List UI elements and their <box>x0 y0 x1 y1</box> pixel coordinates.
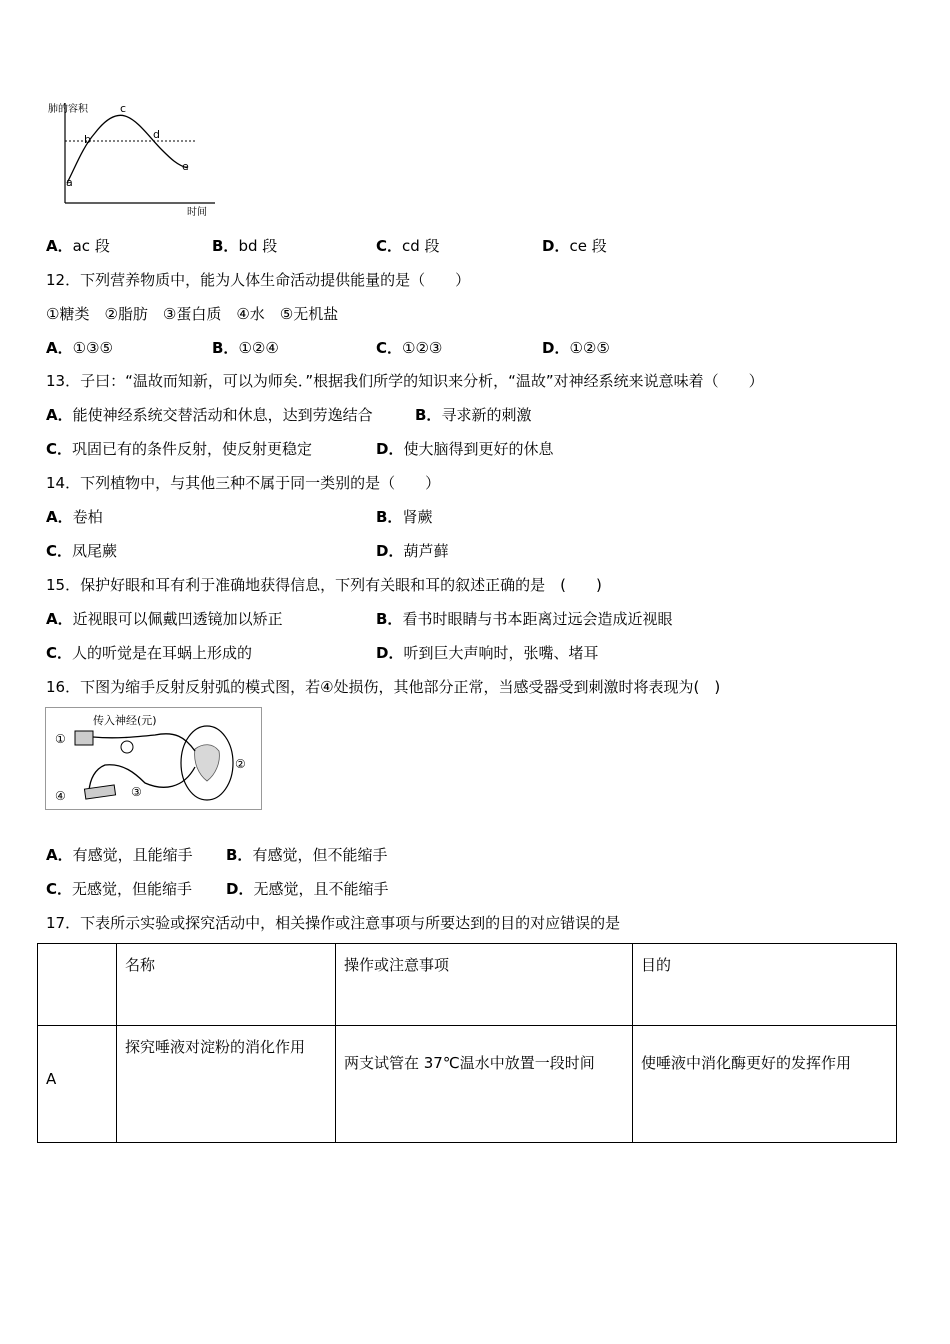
header-cell-operation: 操作或注意事项 <box>336 944 633 1026</box>
graph-y-label-1: 肺的容积 <box>48 104 88 115</box>
graph-x-label: 时间 <box>187 207 207 218</box>
q17-stem: 17．下表所示实验或探究活动中，相关操作或注意事项与所要达到的目的对应错误的是 <box>46 914 621 932</box>
q12-option-c[interactable]: C．①②③ <box>376 339 443 357</box>
fig-num-2: ② <box>235 757 246 771</box>
q13-option-b[interactable]: B．寻求新的刺激 <box>415 406 532 424</box>
q12-option-a[interactable]: A．①③⑤ <box>46 339 113 357</box>
q11-option-d[interactable]: D．ce 段 <box>542 237 607 255</box>
row-label: A <box>38 1026 117 1143</box>
q14-option-c[interactable]: C．凤尾蕨 <box>46 542 118 560</box>
q17-table <box>37 943 897 1143</box>
fig-num-3: ③ <box>131 785 142 799</box>
q16-option-b[interactable]: B．有感觉，但不能缩手 <box>226 846 388 864</box>
q11-option-a[interactable]: A．ac 段 <box>46 237 110 255</box>
q15-option-b[interactable]: B．看书时眼睛与书本距离过远会造成近视眼 <box>376 610 673 628</box>
q13-stem: 13．子曰：“温故而知新，可以为师矣．”根据我们所学的知识来分析，“温故”对神经系统来说意味着（ ） <box>46 372 764 390</box>
q15-option-c[interactable]: C．人的听觉是在耳蜗上形成的 <box>46 644 253 662</box>
point-c: c <box>120 102 127 115</box>
q16-option-c[interactable]: C．无感觉，但能缩手 <box>46 880 193 898</box>
q16-option-a[interactable]: A．有感觉，且能缩手 <box>46 846 193 864</box>
q14-stem: 14．下列植物中，与其他三种不属于同一类别的是（ ） <box>46 474 441 492</box>
point-d: d <box>153 128 160 141</box>
q16-option-d[interactable]: D．无感觉，且不能缩手 <box>226 880 389 898</box>
q12-items: ①糖类 ②脂肪 ③蛋白质 ④水 ⑤无机盐 <box>46 305 339 323</box>
header-cell-name: 名称 <box>117 944 336 1026</box>
fig-num-1: ① <box>55 732 66 746</box>
row-name: 探究唾液对淀粉的消化作用 <box>117 1026 336 1143</box>
point-a: a <box>66 176 73 189</box>
point-b: b <box>84 133 91 146</box>
q11-option-b[interactable]: B．bd 段 <box>212 237 278 255</box>
header-cell-purpose: 目的 <box>633 944 897 1026</box>
q11-option-c[interactable]: C．cd 段 <box>376 237 440 255</box>
row-operation: 两支试管在 37℃温水中放置一段时间 <box>336 1026 633 1143</box>
q12-stem: 12．下列营养物质中，能为人体生命活动提供能量的是（ ） <box>46 271 471 289</box>
table-row <box>38 1026 897 1143</box>
q14-option-b[interactable]: B．肾蕨 <box>376 508 433 526</box>
table-header-row <box>38 944 897 1026</box>
fig-num-4: ④ <box>55 789 66 803</box>
q13-option-a[interactable]: A．能使神经系统交替活动和休息，达到劳逸结合 <box>46 406 373 424</box>
reflex-arc-diagram <box>45 707 263 811</box>
q15-option-d[interactable]: D．听到巨大声响时，张嘴、堵耳 <box>376 644 599 662</box>
q15-stem: 15．保护好眼和耳有利于准确地获得信息，下列有关眼和耳的叙述正确的是 ( ) <box>46 576 602 594</box>
q15-option-a[interactable]: A．近视眼可以佩戴凹透镜加以矫正 <box>46 610 283 628</box>
row-purpose: 使唾液中消化酶更好的发挥作用 <box>633 1026 897 1143</box>
q13-option-c[interactable]: C．巩固已有的条件反射，使反射更稳定 <box>46 440 313 458</box>
q13-option-d[interactable]: D．使大脑得到更好的休息 <box>376 440 554 458</box>
afferent-label: 传入神经(元) <box>93 714 157 727</box>
q12-option-b[interactable]: B．①②④ <box>212 339 279 357</box>
q12-option-d[interactable]: D．①②⑤ <box>542 339 610 357</box>
q14-option-a[interactable]: A．卷柏 <box>46 508 103 526</box>
q16-stem: 16．下图为缩手反射反射弧的模式图，若④处损伤，其他部分正常，当感受器受到刺激时将表现为( ) <box>46 678 721 696</box>
lung-volume-graph <box>40 98 230 218</box>
q14-option-d[interactable]: D．葫芦藓 <box>376 542 449 560</box>
point-e: e <box>182 160 189 173</box>
header-cell-blank <box>38 944 117 1026</box>
